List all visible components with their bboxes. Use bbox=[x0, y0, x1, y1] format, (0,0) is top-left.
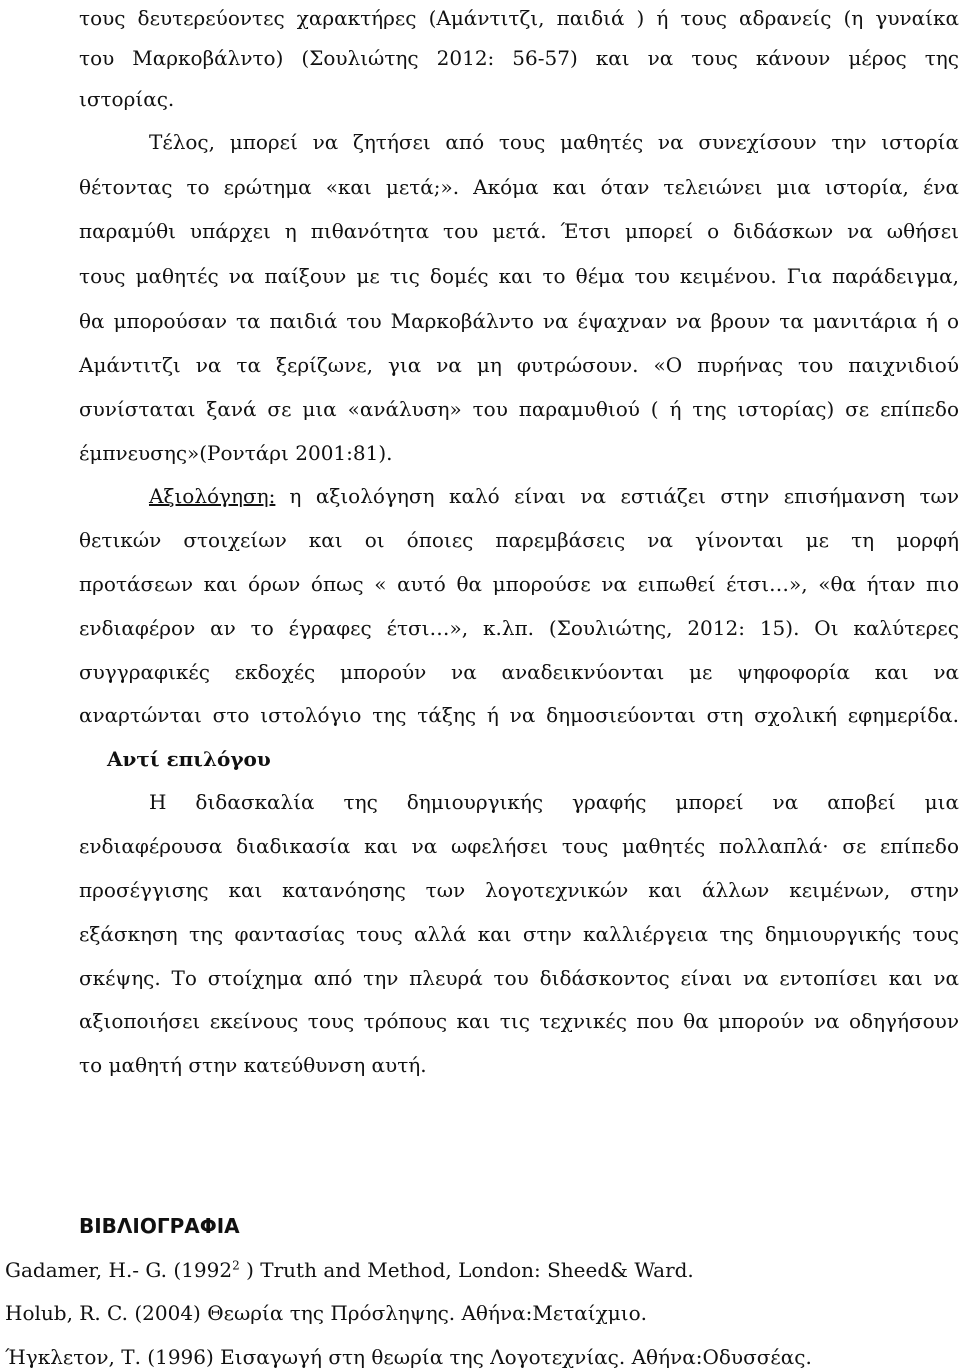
text-line: εξάσκηση της φαντασίας τους αλλά και στην καλλιέργεια της δημιουργικής τους bbox=[79, 922, 959, 946]
text-line: ενδιαφέρον αν το έγραφες έτσι…», κ.λπ. (Σουλιώτης, 2012: 15). Οι καλύτερες bbox=[79, 616, 959, 640]
text-line: σκέψης. Το στοίχημα από την πλευρά του διδάσκοντος είναι να εντοπίσει και να bbox=[79, 966, 959, 990]
text-line: Η διδασκαλία της δημιουργικής γραφής μπορεί να αποβεί μια bbox=[149, 790, 959, 814]
text-line: θα μπορούσαν τα παιδιά του Μαρκοβάλντο να έψαχναν να βρουν τα μανιτάρια ή ο bbox=[79, 309, 959, 333]
text-line: ιστορίας. bbox=[79, 87, 175, 111]
reference-text: Gadamer, H.- G. (1992 bbox=[5, 1258, 233, 1282]
text-line: αναρτώνται στο ιστολόγιο της τάξης ή να δημοσιεύονται στη σχολική εφημερίδα. bbox=[79, 703, 959, 727]
text-line: θέτοντας το ερώτημα «και μετά;». Ακόμα και όταν τελειώνει μια ιστορία, ένα bbox=[79, 175, 959, 199]
text-line: τους μαθητές να παίξουν με τις δομές και το θέμα του κειμένου. Για παράδειγμα, bbox=[79, 264, 959, 288]
text-line: αξιοποιήσει εκείνους τους τρόπους και τις τεχνικές που θα μπορούν να οδηγήσουν bbox=[79, 1009, 959, 1033]
reference-text: ) Truth and Method, London: Sheed& Ward. bbox=[239, 1258, 694, 1282]
text-line: θετικών στοιχείων και οι όποιες παρεμβάσεις να γίνονται με τη μορφή bbox=[79, 528, 959, 552]
evaluation-line bbox=[149, 484, 959, 508]
text-line: παραμύθι υπάρχει η πιθανότητα του μετά. Έτσι μπορεί ο διδάσκων να ωθήσει bbox=[79, 219, 959, 243]
text-line: τους δευτερεύοντες χαρακτήρες (Αμάντιτζι, παιδιά ) ή τους αδρανείς (η γυναίκα bbox=[79, 6, 959, 30]
text-line: έμπνευσης»(Ροντάρι 2001:81). bbox=[79, 441, 393, 465]
text-line: το μαθητή στην κατεύθυνση αυτή. bbox=[79, 1053, 427, 1077]
text-line: του Μαρκοβάλντο) (Σουλιώτης 2012: 56-57) και να τους κάνουν μέρος της bbox=[79, 46, 959, 70]
reference-entry: Ήγκλετον, Τ. (1996) Εισαγωγή στη θεωρία της Λογοτεχνίας. Αθήνα:Οδυσσέας. bbox=[5, 1345, 812, 1369]
reference-superscript: 2 bbox=[232, 1258, 240, 1273]
section-heading: Αντί επιλόγου bbox=[107, 747, 271, 771]
text-line: Αμάντιτζι να τα ξερίζωνε, για να μη φυτρώσουν. «Ο πυρήνας του παιχνιδιού bbox=[79, 353, 959, 377]
text-line: συγγραφικές εκδοχές μπορούν να αναδεικνύονται με ψηφοφορία και να bbox=[79, 660, 959, 684]
text-line: συνίσταται ξανά σε μια «ανάλυση» του παραμυθιού ( ή της ιστορίας) σε επίπεδο bbox=[79, 397, 959, 421]
text-line: προσέγγισης και κατανόησης των λογοτεχνικών και άλλων κειμένων, στην bbox=[79, 878, 959, 902]
text-line: η αξιολόγηση καλό είναι να εστιάζει στην επισήμανση των bbox=[289, 484, 959, 508]
text-line: ενδιαφέρουσα διαδικασία και να ωφελήσει τους μαθητές πολλαπλά· σε επίπεδο bbox=[79, 834, 959, 858]
bibliography-heading: ΒΙΒΛΙΟΓΡΑΦΙΑ bbox=[79, 1214, 240, 1238]
reference-entry bbox=[5, 1258, 694, 1282]
reference-entry: Holub, R. C. (2004) Θεωρία της Πρόσληψης. Αθήνα:Μεταίχμιο. bbox=[5, 1301, 647, 1325]
evaluation-label: Αξιολόγηση: bbox=[149, 484, 276, 508]
text-line: προτάσεων και όρων όπως « αυτό θα μπορούσε να ειπωθεί έτσι…», «θα ήταν πιο bbox=[79, 572, 959, 596]
text-line: Τέλος, μπορεί να ζητήσει από τους μαθητές να συνεχίσουν την ιστορία bbox=[149, 130, 959, 154]
